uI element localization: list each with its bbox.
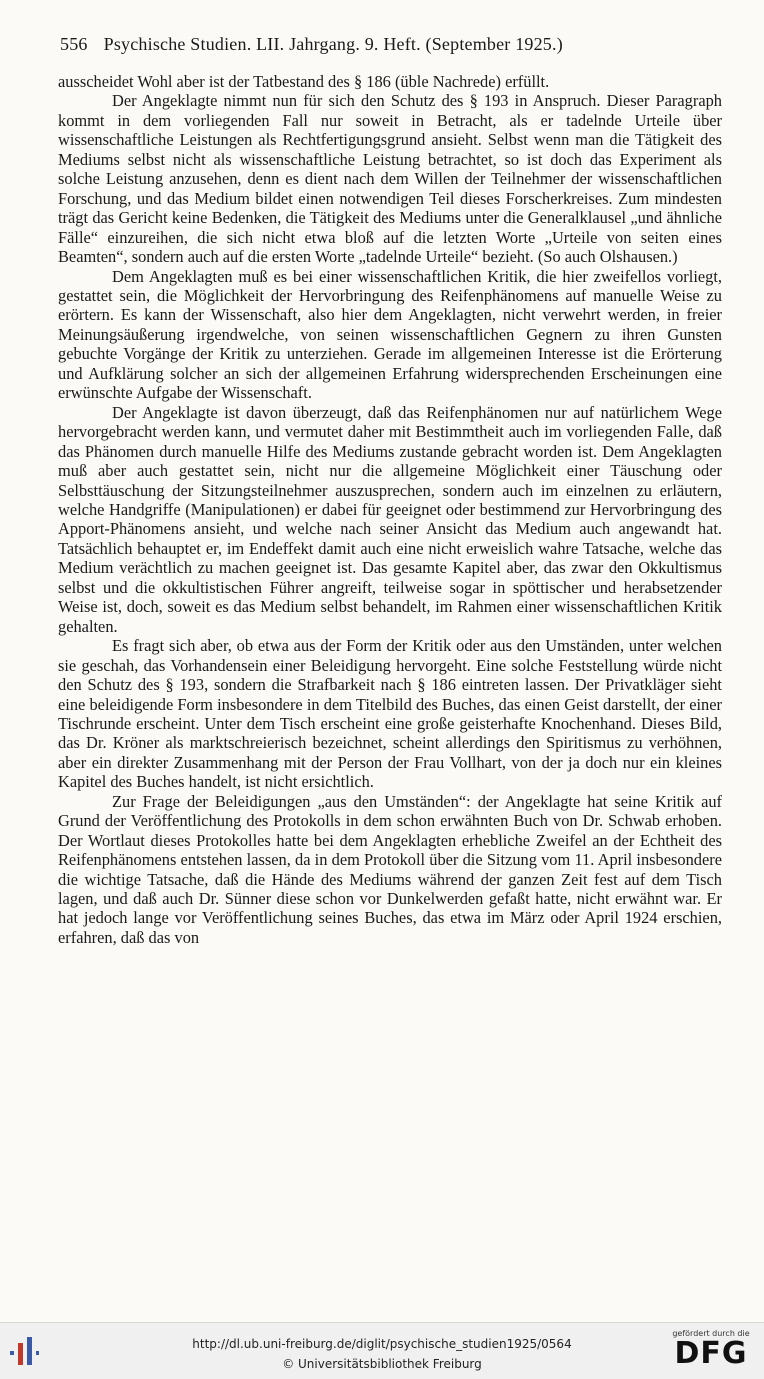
- paragraph: Dem Angeklagten muß es bei einer wissenschaftlichen Kritik, die hier zweifellos vorliegt, gestattet sein, die Möglichkeit der Hervorbringung des Reifenphänomens auf manuelle Weise zu erörtern. Es kann der Wissenschaft, also hier dem Angeklagten, nicht verwehrt werden, in freier Meinungsäußerung irgendwelche, von seinen wissenschaftlichen Gegnern zu ihren Gunsten gebuchte Vorgänge der Kritik zu unterziehen. Gerade im allgemeinen Interesse ist die Erörterung und Aufklärung solcher an sich der allgemeinen Erfahrung widersprechenden Erscheinungen eine erwünschte Aufgabe der Wissenschaft.: [58, 266, 722, 403]
- running-title: Psychische Studien. LII. Jahrgang. 9. Heft. (September 1925.): [103, 34, 563, 54]
- permalink-url[interactable]: http://dl.ub.uni-freiburg.de/diglit/psychische_studien1925/0564: [192, 1337, 572, 1351]
- page-number: 556: [60, 34, 88, 54]
- copyright-text: © Universitätsbibliothek Freiburg: [282, 1357, 482, 1371]
- dfg-caption: gefördert durch die: [672, 1329, 750, 1338]
- paragraph: Der Angeklagte ist davon überzeugt, daß das Reifenphänomen nur auf natürlichem Wege hervorgebracht werden kann, und vermutet daher mit Bestimmtheit auch im vorliegenden Falle, daß das Phänomen durch manuelle Hilfe des Mediums zustande gebracht worden ist. Dem Angeklagten muß aber auch gestattet sein, nicht nur die allgemeine Möglichkeit einer Täuschung oder Selbsttäuschung der Sitzungsteilnehmer auszusprechen, sondern auch im einzelnen zu erläutern, welche Handgriffe (Manipulationen) er dabei für geeignet oder bestimmend zur Hervorbringung des Apport-Phänomens ansieht, und welche nach seiner Ansicht das Medium auch angewandt hat. Tatsächlich behauptet er, im Endeffekt damit auch eine nicht erweislich wahre Tatsache, welche das Medium verächtlich zu machen geeignet ist. Das gesamte Kapitel aber, das zwar den Okkultismus selbst und die okkultistischen Führer angreift, teilweise sogar in spöttischer und herabsetzender Weise ist, doch, soweit es das Medium selbst behandelt, im Rahmen einer wissenschaftlichen Kritik gehalten.: [58, 402, 722, 636]
- paragraph-continuation: ausscheidet Wohl aber ist der Tatbestand des § 186 (üble Nachrede) erfüllt.: [58, 72, 550, 91]
- paragraph: Es fragt sich aber, ob etwa aus der Form der Kritik oder aus den Umständen, unter welchen sie geschah, das Vorhandensein einer Beleidigung hervorgeht. Eine solche Feststellung würde nicht den Schutz des § 193, sondern die Strafbarkeit nach § 186 eintreten lassen. Der Privatkläger sieht eine beleidigende Form insbesondere in dem Titelbild des Buches, das einen Geist darstellt, der einer Tischrunde erscheint. Unter dem Tisch erscheint eine große geisterhafte Knochenhand. Dieses Bild, das Dr. Kröner als marktschreierisch bezeichnet, scheint allerdings den Spiritismus zu verhöhnen, aber ein direkter Zusammenhang mit der Person der Frau Vollhart, von der ja doch nur ein kleines Kapitel des Buches handelt, ist nicht ersichtlich.: [58, 636, 722, 792]
- viewer-footer: [0, 1322, 764, 1379]
- running-header: [60, 34, 710, 55]
- paragraph: Der Angeklagte nimmt nun für sich den Schutz des § 193 in Anspruch. Dieser Paragraph kommt in dem vorliegenden Fall nur soweit in Betracht, als er tadelnde Urteile über wissenschaftliche Leistungen als Rechtfertigungsgrund ansieht. Selbst wenn man die Tätigkeit des Mediums selbst nicht als wissenschaftliche Leistung betrachtet, so ist doch das Experiment als solche Leistung anzusehen, denn es dient nach dem Willen der Teilnehmer der wissenschaftlichen Forschung, und das Medium bildet einen notwendigen Teil dieses Forscherkreises. Zum mindesten trägt das Gericht keine Bedenken, die Tätigkeit des Mediums unter die Generalklausel „und ähnliche Fälle“ einzureihen, die sich nicht etwa bloß auf die letzten Worte „Urteile von seiten eines Beamten“, sondern auch auf die ersten Worte „tadelnde Urteile“ bezieht. (So auch Olshausen.): [58, 91, 722, 267]
- paragraph: Zur Frage der Beleidigungen „aus den Umständen“: der Angeklagte hat seine Kritik auf Grund der Veröffentlichung des Protokolls in dem schon erwähnten Buch von Dr. Schwab erhoben. Der Wortlaut dieses Protokolles hatte bei dem Angeklagten erhebliche Zweifel an der Echtheit des Reifenphänomens entstehen lassen, da in dem Protokoll über die Sitzung vom 11. April insbesondere die wichtige Tatsache, daß die Hände des Mediums während der ganzen Zeit fest auf dem Tisch lagen, und daß auch Dr. Sünner diese schon vor Dunkelwerden gefaßt hatte, nicht erwähnt war. Er hat jedoch lange vor Veröffentlichung seines Buches, das etwa im März oder April 1924 erschien, erfahren, daß das von: [58, 791, 722, 947]
- dfg-logo[interactable]: [668, 1329, 754, 1373]
- body-text: [58, 72, 722, 947]
- dfg-logo-text: DFG: [674, 1336, 748, 1371]
